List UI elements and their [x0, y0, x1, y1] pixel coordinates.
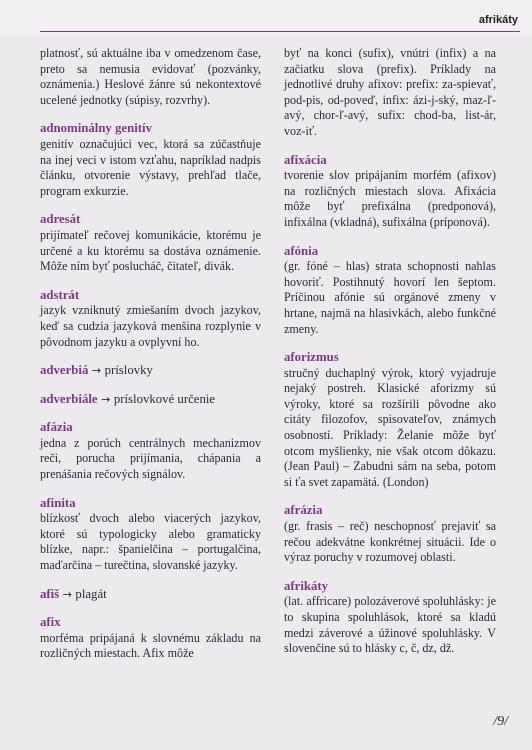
entry-headword: afixácia — [284, 152, 327, 167]
entry-definition: prijímateľ rečovej komunikácie, ktorému je určené a ku ktorému sa dostáva oznámenie. Môže ním byť poslucháč, čitateľ, divák. — [40, 227, 261, 274]
page-number: /9/ — [493, 714, 508, 729]
cross-reference-arrow-icon: → — [88, 364, 105, 378]
entry-headword: afrázia — [284, 503, 323, 518]
dictionary-entry — [40, 496, 261, 574]
entry-definition: (gr. fóné – hlas) strata schopnosti nahlas hovoriť. Postihnutý hovorí len šeptom. Príčinou afónie sú orgánové zmeny v hrtane, najmä na hlasivkách, alebo funkčné zmeny. — [284, 259, 496, 336]
right-column — [284, 46, 496, 670]
entry-definition: genitív označujúci vec, ktorá sa zúčastňuje na inej veci v istom vzťahu, napríklad nadpis článku, otvorenie výstavy, prehľad tlače, program exkurzie. — [40, 136, 261, 198]
entry-definition: byť na konci (sufix), vnútri (infix) a na začiatku slova (prefix). Príklady na jednotlivé druhy afixov: prefix: za-spievať, pod-pis, od-poveď, infix: ázi-j-ský, maz-ľ-avý, chor-ľ-avý, sufix: chod-ba, list-ár, voz-iť. — [284, 46, 496, 138]
entry-headword: adnominálny genitív — [40, 121, 152, 136]
entry-definition: tvorenie slov pripájaním morfém (afixov) na rozličných miestach slova. Afixácia môže byť prefixálna (predponová), infixálna (vkladná), sufixálna (príponová). — [284, 168, 496, 229]
dictionary-entry — [40, 420, 261, 482]
entry-headword: afrikáty — [284, 578, 329, 593]
dictionary-entry — [284, 503, 496, 565]
dictionary-entry — [40, 587, 261, 603]
cross-reference-arrow-icon: → — [97, 392, 114, 406]
dictionary-entry — [284, 244, 496, 338]
entry-headword: adverbiále → príslovkové určenie — [40, 391, 216, 406]
left-column — [40, 46, 261, 675]
dictionary-entry — [40, 212, 261, 274]
entry-headword: adverbiá → príslovky — [40, 363, 153, 378]
cross-reference: plagát — [75, 586, 107, 601]
header-title: afrikáty — [478, 14, 518, 26]
entry-definition: (gr. frasis – reč) neschopnosť prejaviť sa rečou adekvátne konkrétnej situácii. Ide o výraz poruchy v rozumovej oblasti. — [284, 519, 496, 565]
entry-headword: adresát — [40, 212, 81, 227]
entry-definition: blízkosť dvoch alebo viacerých jazykov, ktoré sú typologicky alebo gramaticky blízke, napr.: španielčina – portugalčina, maďarčina – turečtina, slovanské jazyky. — [40, 511, 261, 573]
entry-headword: aforizmus — [284, 350, 339, 365]
cross-reference: príslovkové určenie — [113, 391, 216, 406]
entry-headword: afónia — [284, 243, 319, 258]
entry-headword: afázia — [40, 420, 73, 435]
dictionary-entry — [40, 363, 261, 379]
cross-reference-arrow-icon: → — [59, 587, 76, 601]
dictionary-entry — [284, 350, 496, 490]
running-header — [0, 0, 532, 34]
entry-definition: jazyk vzniknutý zmiešaním dvoch jazykov, keď sa cudzia jazyková menšina rozplynie v pôvodnom jazyku a ovplyvní ho. — [40, 303, 261, 349]
entry-definition: (lat. affricare) polozáverové spoluhlásky: je to skupina spoluhlások, ktoré sa kladú medzi záverové a úžinové spoluhlásky. V slovenčine sú to hlásky c, č, dz, dž. — [284, 594, 496, 656]
dictionary-entry — [40, 615, 261, 662]
dictionary-entry — [40, 121, 261, 199]
cross-reference: príslovky — [104, 363, 153, 378]
entry-headword: afinita — [40, 495, 76, 510]
dictionary-entry — [40, 46, 261, 108]
dictionary-entry — [40, 288, 261, 350]
dictionary-entry — [284, 579, 496, 657]
entry-headword: afiš → plagát — [40, 586, 107, 601]
entry-definition: platnosť, sú aktuálne iba v omedzenom čase, preto sa nemusia evidovať (pozvánky, oznámenia.) Heslové žánre sú nekontextové ucelené jednotky (súpisy, rozvrhy). — [40, 46, 261, 107]
entry-headword: adstrát — [40, 287, 80, 302]
dictionary-entry — [284, 153, 496, 231]
entry-definition: morféma pripájaná k slovnému základu na rozličných miestach. Afix môže — [40, 630, 261, 661]
dictionary-entry — [284, 46, 496, 140]
entry-headword: afix — [40, 615, 61, 630]
header-rule — [40, 31, 520, 32]
dictionary-entry — [40, 392, 261, 408]
entry-definition: stručný duchaplný výrok, ktorý vyjadruje nejaký postreh. Klasické aforizmy sú výroky, ktoré sa rozšírili pôvodne ako citáty filozofov, spisovateľov, známych osobností. Príklady: Želanie môže byť otcom myšlienky, nie však otcom dôkazu. (Jean Paul) – Zabudni sám na seba, potom si ťa svet zapamätá. (London) — [284, 365, 496, 489]
entry-definition: jedna z porúch centrálnych mechanizmov reči, porucha prijímania, chápania a prenášania rečových signálov. — [40, 435, 261, 482]
